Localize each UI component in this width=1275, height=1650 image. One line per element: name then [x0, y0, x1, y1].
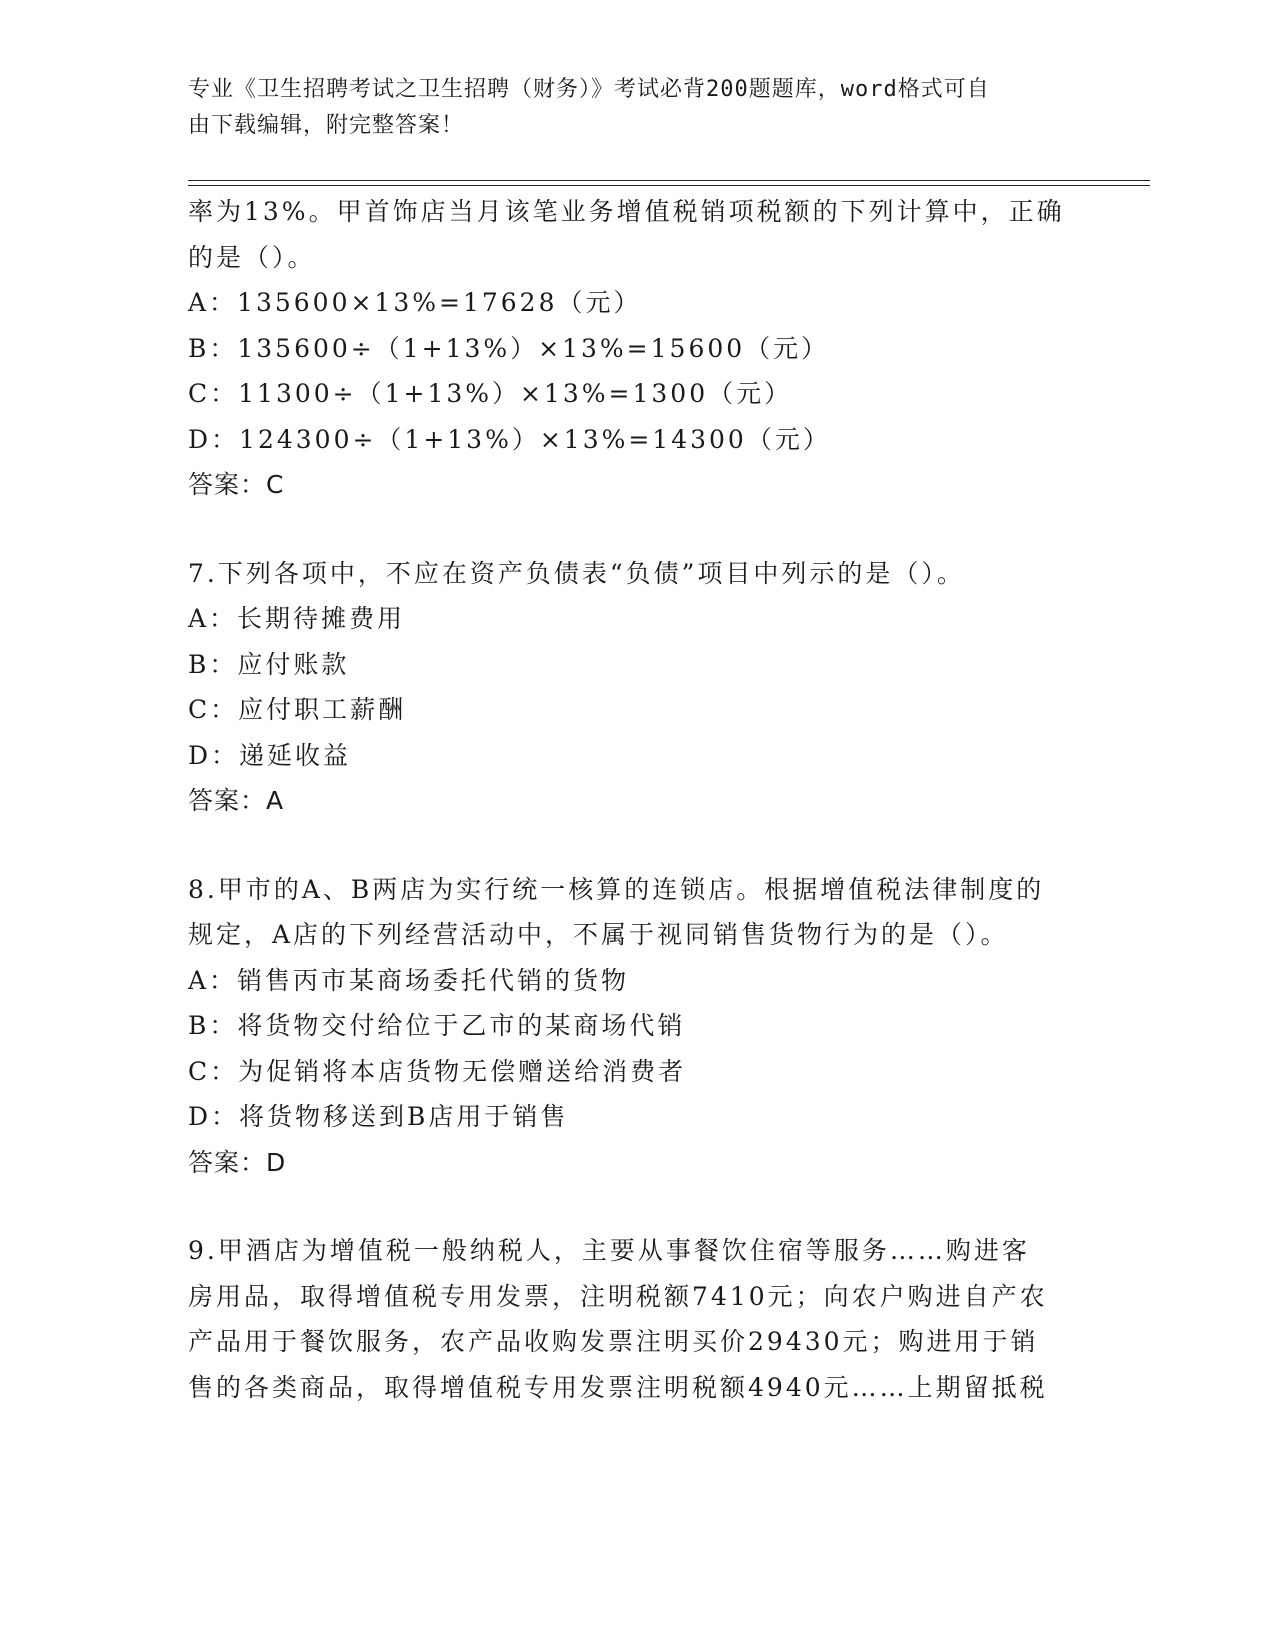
question-stem-line: 的是（）。 [188, 242, 316, 272]
option-d: D：将货物移送到B店用于销售 [188, 1102, 569, 1131]
spacer [188, 824, 1088, 867]
question-stem-line: 房用品，取得增值税专用发票，注明税额7410元；向农户购进自产农 [188, 1281, 1048, 1311]
header-divider-top [188, 180, 1150, 181]
question-stem-line: 售的各类商品，取得增值税专用发票注明税额4940元……上期留抵税 [188, 1372, 1048, 1402]
question-stem-line: 9.甲酒店为增值税一般纳税人，主要从事餐饮住宿等服务……购进客 [188, 1236, 1030, 1265]
header-line-1: 专业《卫生招聘考试之卫生招聘（财务）》考试必背200题题库，word格式可自 [188, 77, 990, 102]
header-divider-bottom [188, 185, 1150, 186]
spacer [188, 1185, 1088, 1228]
document-body [188, 189, 1088, 1410]
document-header [188, 72, 1068, 144]
answer-line: 答案：C [188, 470, 285, 499]
question-6-continuation [188, 189, 1088, 508]
spacer [188, 508, 1088, 551]
option-c: C：应付职工薪酬 [188, 695, 407, 724]
question-9 [188, 1228, 1088, 1410]
question-stem-line: 产品用于餐饮服务，农产品收购发票注明买价29430元；购进用于销 [188, 1327, 1039, 1356]
option-d: D：递延收益 [188, 740, 352, 770]
answer-line: 答案：D [188, 1147, 287, 1177]
question-stem-line: 7.下列各项中，不应在资产负债表“负债”项目中列示的是（）。 [188, 558, 965, 588]
option-c: C：11300÷（1+13%）×13%=1300（元） [188, 379, 793, 408]
option-b: B：135600÷（1+13%）×13%=15600（元） [188, 333, 830, 363]
option-b: B：将货物交付给位于乙市的某商场代销 [188, 1011, 686, 1040]
header-line-2: 由下载编辑，附完整答案！ [188, 113, 465, 138]
question-8 [188, 867, 1088, 1186]
option-c: C：为促销将本店货物无偿赠送给消费者 [188, 1056, 687, 1086]
question-stem-line: 规定，A店的下列经营活动中，不属于视同销售货物行为的是（）。 [188, 920, 1009, 949]
option-a: A：长期待摊费用 [188, 604, 406, 633]
question-7 [188, 551, 1088, 824]
option-a: A：135600×13%=17628（元） [188, 288, 642, 317]
option-b: B：应付账款 [188, 649, 350, 679]
option-a: A：销售丙市某商场委托代销的货物 [188, 965, 630, 995]
question-stem-line: 率为13%。甲首饰店当月该笔业务增值税销项税额的下列计算中，正确 [188, 197, 1065, 226]
question-stem-line: 8.甲市的A、B两店为实行统一核算的连锁店。根据增值税法律制度的 [188, 874, 1045, 904]
answer-line: 答案：A [188, 786, 285, 815]
option-d: D：124300÷（1+13%）×13%=14300（元） [188, 424, 831, 454]
